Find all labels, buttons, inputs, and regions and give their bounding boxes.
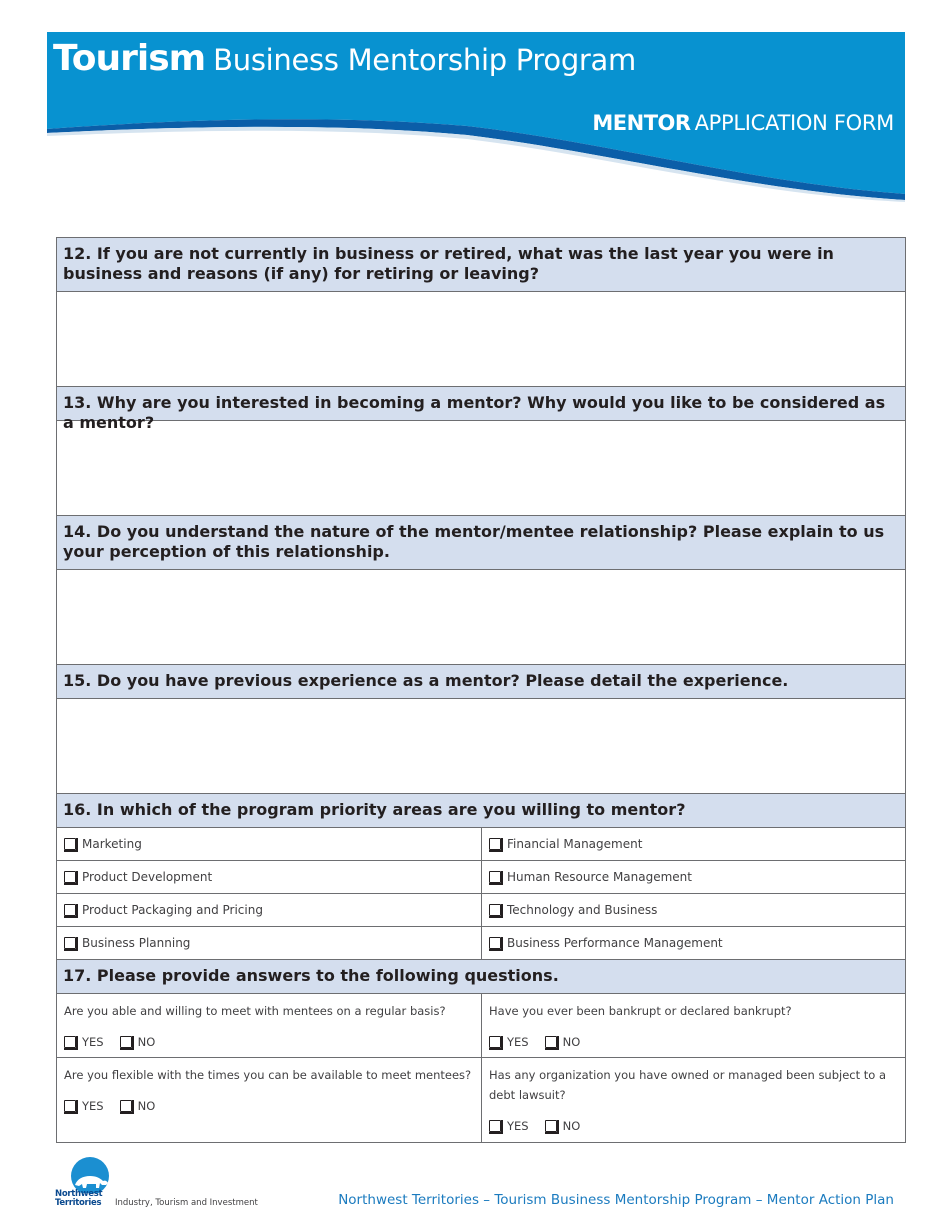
checkbox-icon[interactable] (64, 1100, 76, 1112)
priority-area-business-performance[interactable] (481, 927, 905, 959)
checkbox-icon[interactable] (489, 1036, 501, 1048)
checkbox-icon[interactable] (545, 1036, 557, 1048)
question-12-answer-field[interactable] (56, 292, 906, 387)
question-17-item (481, 1058, 905, 1142)
question-14-answer-field[interactable] (56, 570, 906, 665)
no-label: NO (562, 1035, 581, 1049)
question-15-answer-field[interactable] (56, 699, 906, 794)
option-label: Marketing (82, 837, 142, 851)
checkbox-icon[interactable] (64, 871, 76, 883)
checkbox-icon[interactable] (120, 1100, 132, 1112)
checkbox-icon[interactable] (120, 1036, 132, 1048)
checkbox-icon[interactable] (64, 904, 76, 916)
yes-option[interactable] (489, 1116, 529, 1136)
form-title-strong: MENTOR (592, 111, 691, 135)
question-17-row (56, 994, 906, 1058)
question-17-item-text: Have you ever been bankrupt or declared bankrupt? (489, 1004, 792, 1018)
nwt-logo (55, 1157, 258, 1212)
page-header (47, 32, 905, 202)
option-label: Human Resource Management (507, 870, 692, 884)
application-form (56, 237, 906, 1143)
checkbox-icon[interactable] (489, 871, 501, 883)
no-option[interactable] (545, 1116, 581, 1136)
checkbox-icon[interactable] (489, 1120, 501, 1132)
yes-option[interactable] (64, 1096, 104, 1116)
logo-line2: Territories (55, 1198, 102, 1208)
checkbox-icon[interactable] (545, 1120, 557, 1132)
yes-label: YES (507, 1119, 529, 1133)
question-16-heading: 16. In which of the program priority areas are you willing to mentor? (56, 794, 906, 828)
question-14-heading: 14. Do you understand the nature of the mentor/mentee relationship? Please explain to us your perception of this relationship. (56, 516, 906, 570)
option-label: Product Packaging and Pricing (82, 903, 263, 917)
priority-area-financial-management[interactable] (481, 828, 905, 860)
yes-option[interactable] (489, 1032, 529, 1052)
question-17-item (57, 1058, 481, 1142)
yes-no-group (489, 1032, 897, 1052)
program-title (53, 38, 636, 79)
question-17-item (481, 994, 905, 1057)
yes-label: YES (82, 1035, 104, 1049)
checkbox-icon[interactable] (64, 937, 76, 949)
question-17-item (57, 994, 481, 1057)
yes-no-group (489, 1116, 897, 1136)
no-label: NO (137, 1035, 156, 1049)
yes-label: YES (82, 1099, 104, 1113)
priority-area-row (56, 861, 906, 894)
priority-area-row (56, 828, 906, 861)
yes-label: YES (507, 1035, 529, 1049)
question-15-heading: 15. Do you have previous experience as a mentor? Please detail the experience. (56, 665, 906, 699)
department-name: Industry, Tourism and Investment (115, 1198, 258, 1208)
yes-no-group (64, 1096, 473, 1116)
yes-option[interactable] (64, 1032, 104, 1052)
checkbox-icon[interactable] (64, 1036, 76, 1048)
priority-area-business-planning[interactable] (57, 927, 481, 959)
logo-wordmark (55, 1190, 102, 1208)
no-label: NO (562, 1119, 581, 1133)
option-label: Business Planning (82, 936, 191, 950)
question-17-item-text: Has any organization you have owned or managed been subject to a debt lawsuit? (489, 1068, 887, 1102)
no-option[interactable] (120, 1096, 156, 1116)
option-label: Business Performance Management (507, 936, 723, 950)
priority-area-technology[interactable] (481, 894, 905, 926)
question-17-item-text: Are you able and willing to meet with mentees on a regular basis? (64, 1004, 446, 1018)
polar-bear-icon (63, 1157, 123, 1193)
option-label: Product Development (82, 870, 213, 884)
checkbox-icon[interactable] (489, 937, 501, 949)
no-option[interactable] (545, 1032, 581, 1052)
priority-area-row (56, 927, 906, 960)
brand-name: Tourism (53, 38, 206, 79)
option-label: Financial Management (507, 837, 643, 851)
checkbox-icon[interactable] (64, 838, 76, 850)
option-label: Technology and Business (507, 903, 658, 917)
question-17-heading: 17. Please provide answers to the following questions. (56, 960, 906, 994)
program-name: Business Mentorship Program (213, 43, 636, 77)
checkbox-icon[interactable] (489, 904, 501, 916)
question-13-answer-field[interactable] (56, 421, 906, 516)
priority-area-product-development[interactable] (57, 861, 481, 893)
checkbox-icon[interactable] (489, 838, 501, 850)
priority-area-row (56, 894, 906, 927)
no-option[interactable] (120, 1032, 156, 1052)
form-title (592, 111, 894, 135)
question-17-item-text: Are you flexible with the times you can be available to meet mentees? (64, 1068, 472, 1082)
question-13-heading: 13. Why are you interested in becoming a mentor? Why would you like to be considered as a mentor? (56, 387, 906, 421)
priority-area-human-resource-management[interactable] (481, 861, 905, 893)
footer-caption: Northwest Territories – Tourism Business Mentorship Program – Mentor Action Plan (338, 1192, 894, 1208)
no-label: NO (137, 1099, 156, 1113)
question-12-heading: 12. If you are not currently in business or retired, what was the last year you were in business and reasons (if any) for retiring or leaving? (56, 238, 906, 292)
priority-area-product-packaging[interactable] (57, 894, 481, 926)
form-title-light: APPLICATION FORM (694, 111, 894, 135)
question-17-row (56, 1058, 906, 1143)
logo-line1: Northwest (55, 1189, 103, 1199)
yes-no-group (64, 1032, 473, 1052)
priority-area-marketing[interactable] (57, 828, 481, 860)
